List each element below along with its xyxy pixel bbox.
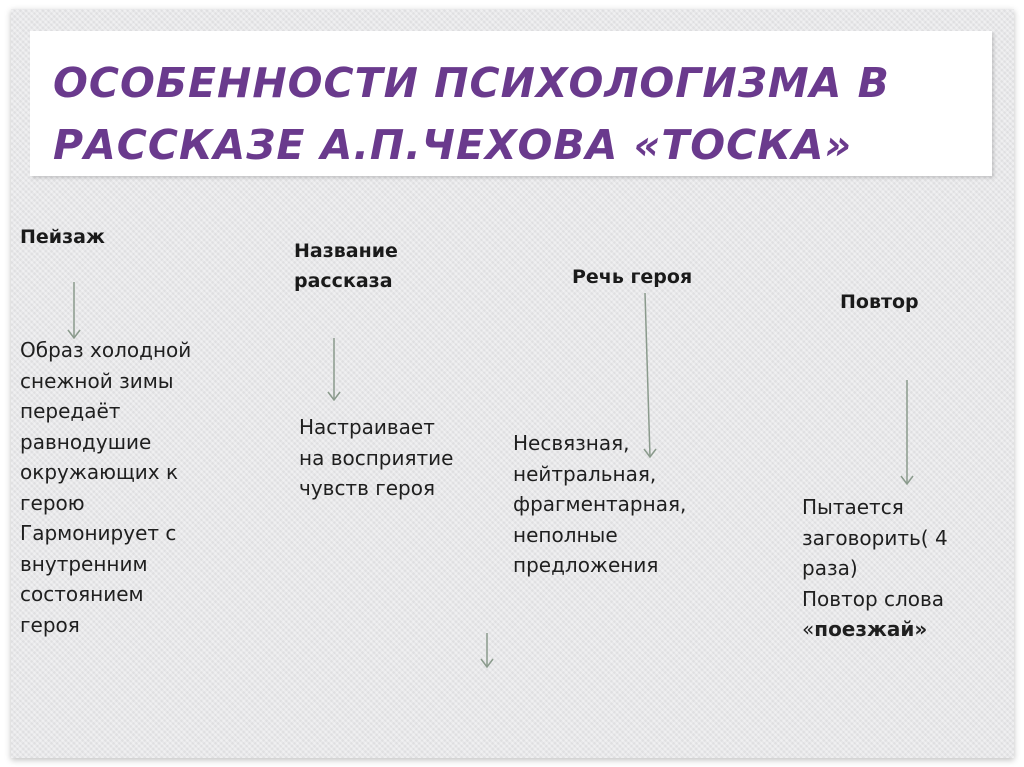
- heading-landscape: Пейзаж: [20, 226, 105, 248]
- repeated-word: поезжай»: [814, 617, 928, 641]
- quote-open: «: [802, 617, 815, 641]
- story-title-description: Настраивает на восприятие чувств героя: [299, 415, 454, 500]
- heading-story-title-line-2: рассказа: [294, 270, 393, 292]
- heading-hero-speech: Речь героя: [572, 266, 693, 288]
- arrow-down-icon: [324, 338, 344, 402]
- heading-story-title: [294, 236, 398, 296]
- landscape-description: Образ холодной снежной зимы передаёт равнодушие окружающих к герою Гармонирует с внутренним состоянием героя: [20, 338, 192, 637]
- arrow-down-icon: [477, 633, 497, 669]
- title-line-1: ОСОБЕННОСТИ ПСИХОЛОГИЗМА В: [53, 59, 890, 107]
- slide-title: [53, 52, 973, 176]
- title-line-2: РАССКАЗЕ А.П.ЧЕХОВА «ТОСКА»: [53, 121, 853, 169]
- arrow-down-icon: [64, 282, 84, 340]
- arrow-down-icon: [897, 380, 917, 486]
- heading-story-title-line-1: Название: [294, 240, 398, 262]
- repetition-description: [802, 492, 1002, 645]
- repetition-text: Пытается заговорить( 4 раза) Повтор слова: [802, 495, 948, 611]
- hero-speech-description: Несвязная, нейтральная, фрагментарная, неполные предложения: [513, 431, 687, 577]
- heading-repetition: Повтор: [840, 291, 919, 313]
